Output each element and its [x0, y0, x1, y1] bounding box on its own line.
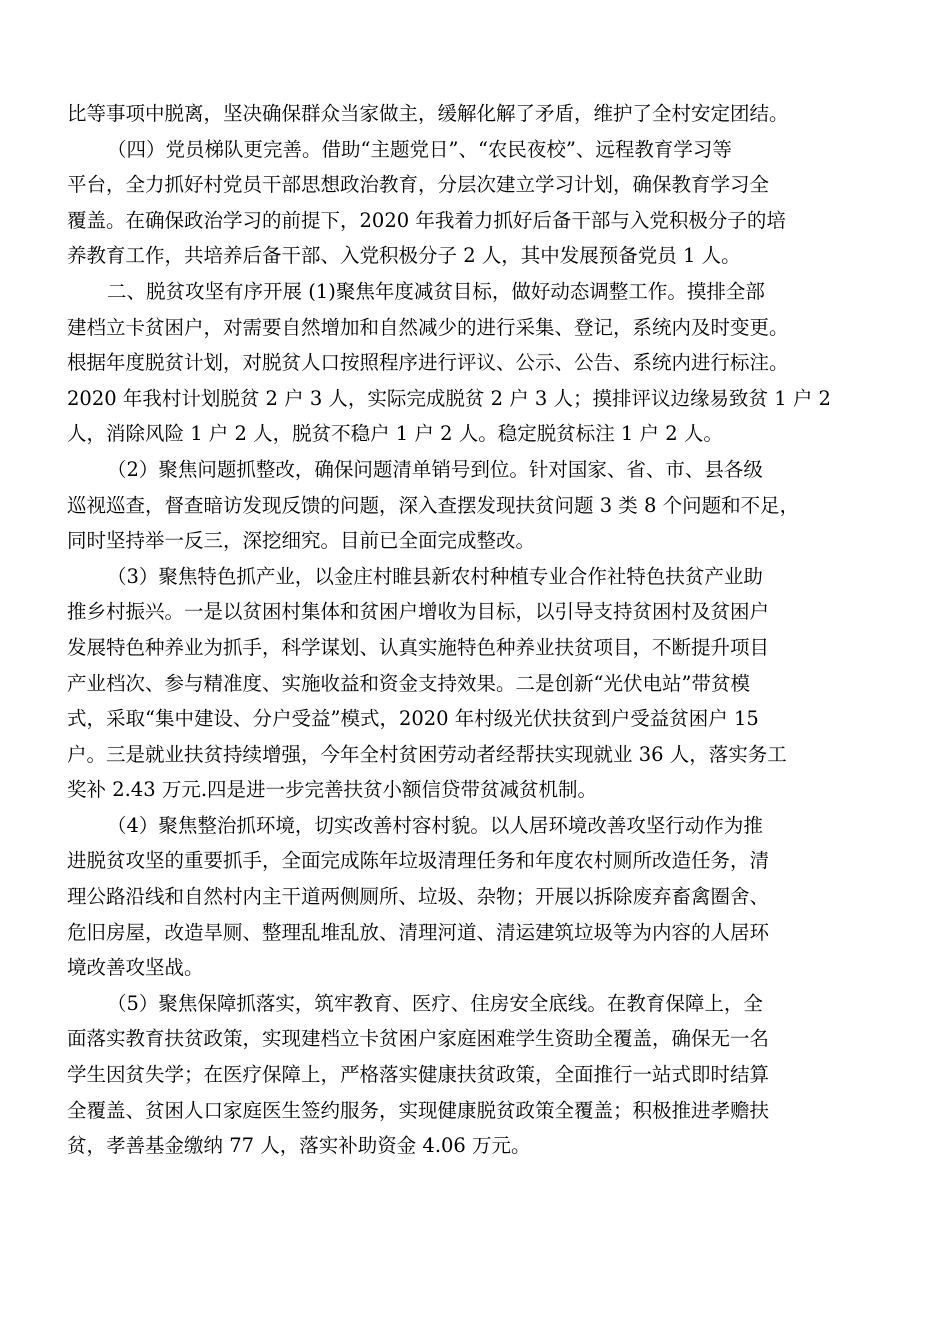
- paragraph-line: 产业档次、参与精准度、实施收益和资金支持效果。二是创新“光伏电站”带贫模: [67, 671, 750, 695]
- paragraph-line: 境改善攻坚战。: [67, 956, 204, 980]
- paragraph-line: 全覆盖、贫困人口家庭医生签约服务，实现健康脱贫政策全覆盖；积极推进孝赡扶: [67, 1098, 770, 1122]
- paragraph-line: 理公路沿线和自然村内主干道两侧厕所、垃圾、杂物；开展以拆除废弃畜禽圈舍、: [67, 885, 770, 909]
- paragraph-line: 同时坚持举一反三，深挖细究。目前已全面完成整改。: [67, 529, 536, 553]
- paragraph-line: 贫，孝善基金缴纳 77 人，落实补助资金 4.06 万元。: [67, 1134, 531, 1158]
- paragraph-line: 户。三是就业扶贫持续增强，今年全村贫困劳动者经帮扶实现就业 36 人，落实务工: [67, 742, 787, 766]
- paragraph-line: 发展特色种养业为抓手，科学谋划、认真实施特色种养业扶贫项目，不断提升项目: [67, 635, 770, 659]
- paragraph-line: 2020 年我村计划脱贫 2 户 3 人，实际完成脱贫 2 户 3 人；摸排评议边缘易致贫 1 户 2: [67, 386, 831, 410]
- paragraph-line: 式，采取“集中建设、分户受益”模式，2020 年村级光伏扶贫到户受益贫困户 15: [67, 707, 759, 731]
- paragraph-line: 建档立卡贫困户，对需要自然增加和自然减少的进行采集、登记，系统内及时变更。: [67, 315, 789, 339]
- paragraph-line: 学生因贫失学；在医疗保障上，严格落实健康扶贫政策，全面推行一站式即时结算: [67, 1063, 770, 1087]
- paragraph-first-line: （四）党员梯队更完善。借助“主题党日”、“农民夜校”、远程教育学习等: [107, 137, 732, 161]
- paragraph-line: 巡视巡查，督查暗访发现反馈的问题，深入查摆发现扶贫问题 3 类 8 个问题和不足，: [67, 493, 800, 517]
- paragraph-line: 人，消除风险 1 户 2 人，脱贫不稳户 1 户 2 人。稳定脱贫标注 1 户 2 人。: [67, 422, 723, 446]
- paragraph-line: 推乡村振兴。一是以贫困村集体和贫困户增收为目标，以引导支持贫困村及贫困户: [67, 600, 770, 624]
- paragraph-first-line: （4）聚焦整治抓环境，切实改善村容村貌。以人居环境改善攻坚行动作为推: [107, 813, 763, 837]
- paragraph-first-line: （5）聚焦保障抓落实，筑牢教育、医疗、住房安全底线。在教育保障上，全: [107, 991, 763, 1015]
- paragraph-first-line: （2）聚焦问题抓整改，确保问题清单销号到位。针对国家、省、市、县各级: [107, 457, 763, 481]
- paragraph-line: 根据年度脱贫计划，对脱贫人口按照程序进行评议、公示、公告、系统内进行标注。: [67, 351, 789, 375]
- paragraph-line: 奖补 2.43 万元.四是进一步完善扶贫小额信贷带贫减贫机制。: [67, 778, 598, 802]
- paragraph-line: 进脱贫攻坚的重要抓手，全面完成陈年垃圾清理任务和年度农村厕所改造任务，清: [67, 849, 770, 873]
- paragraph-line: 危旧房屋，改造旱厕、整理乱堆乱放、清理河道、清运建筑垃圾等为内容的人居环: [67, 920, 770, 944]
- paragraph-line: 覆盖。在确保政治学习的前提下，2020 年我着力抓好后备干部与入党积极分子的培: [67, 208, 786, 232]
- paragraph-line: 平台，全力抓好村党员干部思想政治教育，分层次建立学习计划，确保教育学习全: [67, 173, 770, 197]
- paragraph-first-line: 二、脱贫攻坚有序开展 (1)聚焦年度减贫目标，做好动态调整工作。摸排全部: [107, 279, 765, 303]
- paragraph-line: 养教育工作，共培养后备干部、入党积极分子 2 人，其中发展预备党员 1 人。: [67, 244, 741, 268]
- document-body: [67, 96, 897, 1164]
- paragraph-line: 面落实教育扶贫政策，实现建档立卡贫困户家庭困难学生资助全覆盖，确保无一名: [67, 1027, 770, 1051]
- paragraph-line: 比等事项中脱离，坚决确保群众当家做主，缓解化解了矛盾，维护了全村安定团结。: [67, 102, 789, 125]
- paragraph-first-line: （3）聚焦特色抓产业，以金庄村睢县新农村种植专业合作社特色扶贫产业助: [107, 564, 763, 588]
